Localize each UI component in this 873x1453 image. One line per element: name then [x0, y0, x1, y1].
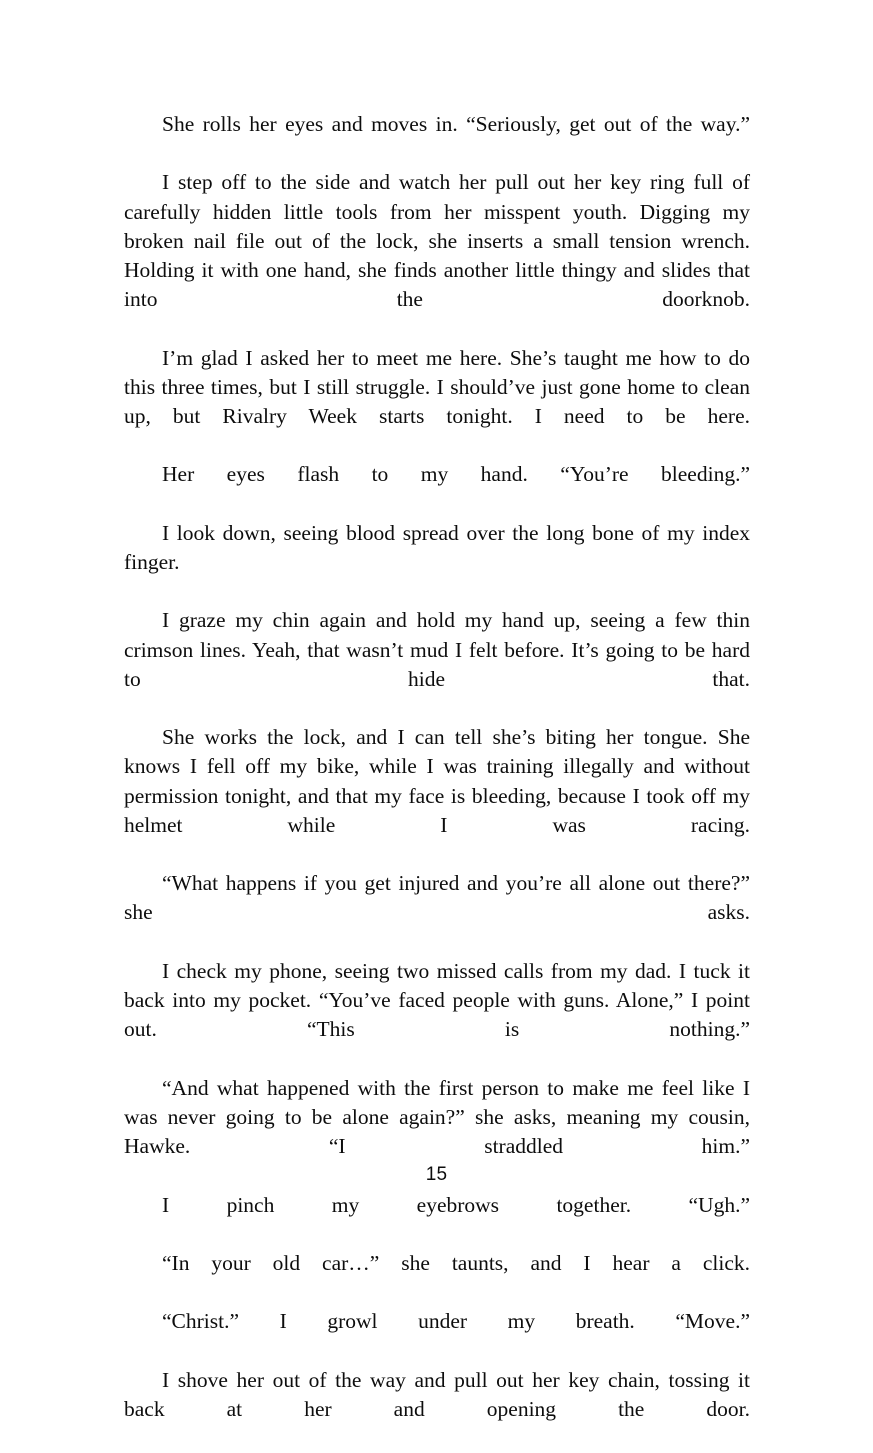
paragraph: “What happens if you get injured and you’re all alone out there?” she asks. [124, 871, 750, 925]
page-number: 15 [425, 1164, 448, 1185]
paragraph: Her eyes flash to my hand. “You’re bleeding.” [162, 462, 750, 487]
paragraph: She works the lock, and I can tell she’s biting her tongue. She knows I fell off my bike, while I was training illegally and without permission tonight, and that my face is bleeding, because I took off my helmet while I was racing. [124, 725, 750, 837]
paragraph: “And what happened with the first person to make me feel like I was never going to be alone again?” she asks, meaning my cousin, Hawke. “I straddled him.” [124, 1075, 750, 1159]
paragraph: “In your old car…” she taunts, and I hear a click. [162, 1250, 750, 1275]
body-text-block [124, 110, 750, 1453]
paragraph: She rolls her eyes and moves in. “Seriously, get out of the way.” [162, 112, 750, 136]
paragraph: I graze my chin again and hold my hand up, seeing a few thin crimson lines. Yeah, that wasn’t mud I felt before. It’s going to be hard to hide that. [124, 608, 750, 691]
paragraph: I look down, seeing blood spread over the long bone of my index finger. [124, 520, 750, 575]
paragraph: “Christ.” I growl under my breath. “Move.” [162, 1309, 750, 1334]
paragraph: I’m glad I asked her to meet me here. She’s taught me how to do this three times, but I still struggle. I should’ve just gone home to clean up, but Rivalry Week starts tonight. I need to be here. [124, 345, 750, 429]
paragraph: I shove her out of the way and pull out her key chain, tossing it back at her and opening the door. [124, 1367, 750, 1421]
paragraph: I step off to the side and watch her pull out her key ring full of carefully hidden little tools from her misspent youth. Digging my broken nail file out of the lock, she inserts a small tension wrench. Holding it with one hand, she finds another little thingy and slides that into the doorknob. [124, 170, 750, 312]
paragraph: I check my phone, seeing two missed calls from my dad. I tuck it back into my pocket. “You’ve faced people with guns. Alone,” I point out. “This is nothing.” [124, 958, 750, 1042]
paragraph: I pinch my eyebrows together. “Ugh.” [162, 1192, 750, 1217]
